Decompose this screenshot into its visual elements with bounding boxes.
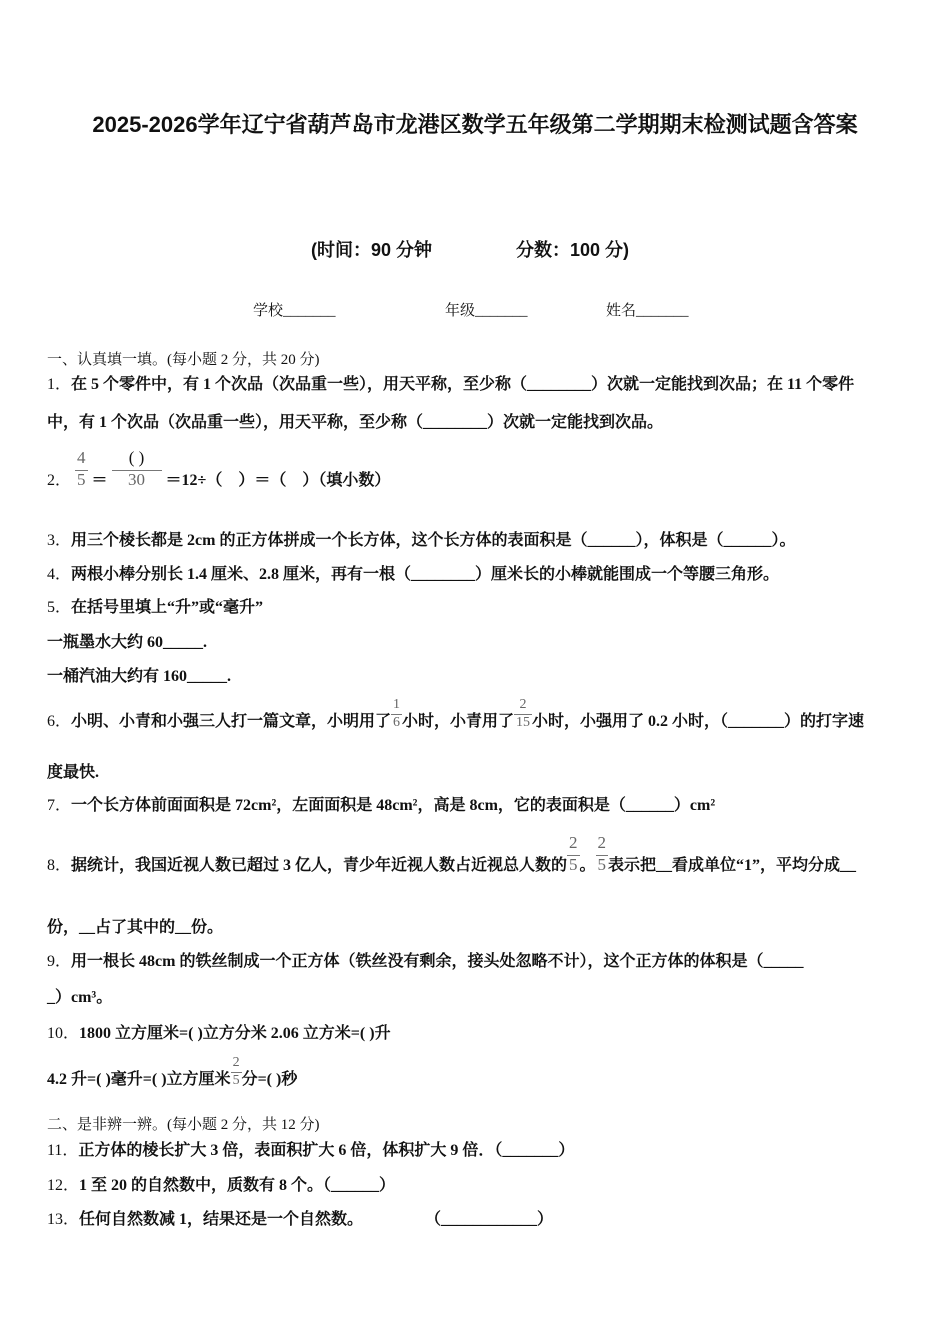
q7-line (47, 795, 715, 817)
fraction (596, 833, 609, 875)
question-text: 分=( )秒 (241, 1071, 298, 1088)
fraction-numerator: 2 (232, 1054, 240, 1070)
question-number: 2． (47, 472, 72, 489)
question-text: 在 5 个零件中，有 1 个次品（次品重一些），用天平称，至少称（________）次就一定能找到次品；在 11 个零件 (71, 376, 855, 393)
fraction-numerator: 2 (569, 833, 578, 853)
fraction (112, 448, 162, 490)
question-number: 3． (47, 532, 72, 549)
q8-line1 (47, 833, 857, 877)
q3-line (47, 530, 795, 552)
question-number: 1． (47, 376, 72, 393)
fraction-numerator: 2 (597, 833, 607, 853)
q12-line (47, 1175, 395, 1197)
question-text: 1 至 20 的自然数中，质数有 8 个。（______） (79, 1177, 396, 1194)
fraction-denominator: 15 (516, 715, 531, 730)
q10-line1 (47, 1023, 391, 1045)
question-text: 表示把__看成单位“1”，平均分成__ (608, 857, 857, 874)
section2-heading: 二、是非辨一辨。(每小题 2 分，共 12 分) (47, 1117, 320, 1133)
question-text: 中，有 1 个次品（次品重一些），用天平称，至少称（________）次就一定能找到次品。 (47, 414, 664, 431)
q1-line2 (47, 412, 663, 434)
fraction-numerator: 4 (77, 448, 86, 468)
exam-score: 分数：100 分) (516, 240, 630, 260)
q4-line (47, 564, 779, 586)
answer-blank: （____________） (433, 1211, 554, 1228)
question-number: 8． (47, 857, 72, 874)
question-number: 9． (47, 953, 72, 970)
fraction (514, 696, 532, 730)
name-field: 姓名_______ (606, 303, 689, 319)
question-text: 份，__占了其中的__份。 (47, 919, 224, 936)
question-number: 12． (47, 1177, 80, 1194)
fraction-denominator: 30 (112, 470, 162, 490)
q2-line (47, 448, 391, 492)
q1-line1 (47, 374, 854, 396)
fraction (75, 448, 88, 490)
question-text: 。 (579, 857, 596, 874)
question-number: 7． (47, 797, 72, 814)
q11-line (47, 1140, 574, 1162)
fraction (231, 1054, 242, 1088)
exam-time: (时间：90 分钟 (311, 240, 433, 260)
fraction-denominator: 5 (232, 1073, 240, 1088)
q10-line2 (47, 1054, 298, 1091)
question-number: 5． (47, 599, 72, 616)
question-text: 正方体的棱长扩大 3 倍，表面积扩大 6 倍，体积扩大 9 倍．（_______） (78, 1142, 575, 1159)
question-text: 任何自然数减 1，结果还是一个自然数。 (79, 1211, 364, 1228)
question-text: 据统计，我国近视人数已超过 3 亿人，青少年近视人数占近视总人数的 (71, 857, 568, 874)
q13-line (47, 1209, 553, 1231)
question-text: 在括号里填上“升”或“毫升” (71, 599, 264, 616)
exam-title: 2025-2026学年辽宁省葫芦岛市龙港区数学五年级第二学期期末检测试题含答案 (92, 112, 858, 137)
question-text: 度最快. (47, 764, 100, 781)
question-text: 4.2 升=( )毫升=( )立方厘米 (47, 1071, 231, 1088)
fraction-numerator: ( ) (128, 448, 145, 468)
fraction-denominator: 5 (597, 855, 607, 874)
q5-line2 (47, 632, 207, 654)
question-text: 一个长方体前面面积是 72cm²，左面面积是 48cm²，高是 8cm，它的表面积是（______）cm² (71, 797, 716, 814)
fraction (391, 696, 402, 730)
question-text: 两根小棒分别长 1.4 厘米、2.8 厘米，再有一根（________）厘米长的小棒就能围成一个等腰三角形。 (71, 566, 780, 583)
question-text: 用三个棱长都是 2cm 的正方体拼成一个长方体，这个长方体的表面积是（______），体积是（______）。 (71, 532, 796, 549)
question-text: 小明、小青和小强三人打一篇文章，小明用了 (71, 713, 392, 730)
question-number: 11． (47, 1142, 79, 1159)
question-text: 一瓶墨水大约 60_____. (47, 634, 208, 651)
equals-sign: ＝ (91, 472, 108, 489)
question-text: 小时，小强用了 0.2 小时，（_______）的打字速 (532, 713, 865, 730)
q5-line3 (47, 666, 231, 688)
q6-line2 (47, 762, 99, 784)
q9-line2 (47, 987, 112, 1009)
question-text: ＝12÷（ ）＝（ ）（填小数） (165, 472, 391, 489)
fraction-denominator: 5 (77, 470, 86, 489)
fraction-numerator: 1 (393, 696, 401, 712)
section1-heading: 一、认真填一填。(每小题 2 分，共 20 分) (47, 352, 320, 368)
question-number: 13． (47, 1211, 80, 1228)
question-number: 4． (47, 566, 72, 583)
q6-line1 (47, 696, 865, 733)
question-text: 用一根长 48cm 的铁丝制成一个正方体（铁丝没有剩余，接头处忽略不计），这个正方体的体积是（_____ (71, 953, 804, 970)
fraction (567, 833, 580, 875)
fraction-numerator: 2 (519, 696, 527, 712)
question-number: 10． (47, 1025, 80, 1042)
fraction-denominator: 6 (393, 715, 401, 730)
question-number: 6． (47, 713, 72, 730)
grade-field: 年级_______ (445, 303, 528, 319)
q8-line2 (47, 917, 223, 939)
question-text: _）cm³。 (47, 989, 113, 1006)
question-text: 1800 立方厘米=( )立方分米 2.06 立方米=( )升 (79, 1025, 391, 1042)
fraction-denominator: 5 (569, 855, 578, 874)
school-field: 学校_______ (253, 303, 336, 319)
question-text: 小时，小青用了 (402, 713, 515, 730)
question-text: 一桶汽油大约有 160_____. (47, 668, 232, 685)
q5-line1 (47, 597, 263, 619)
q9-line1 (47, 951, 803, 973)
